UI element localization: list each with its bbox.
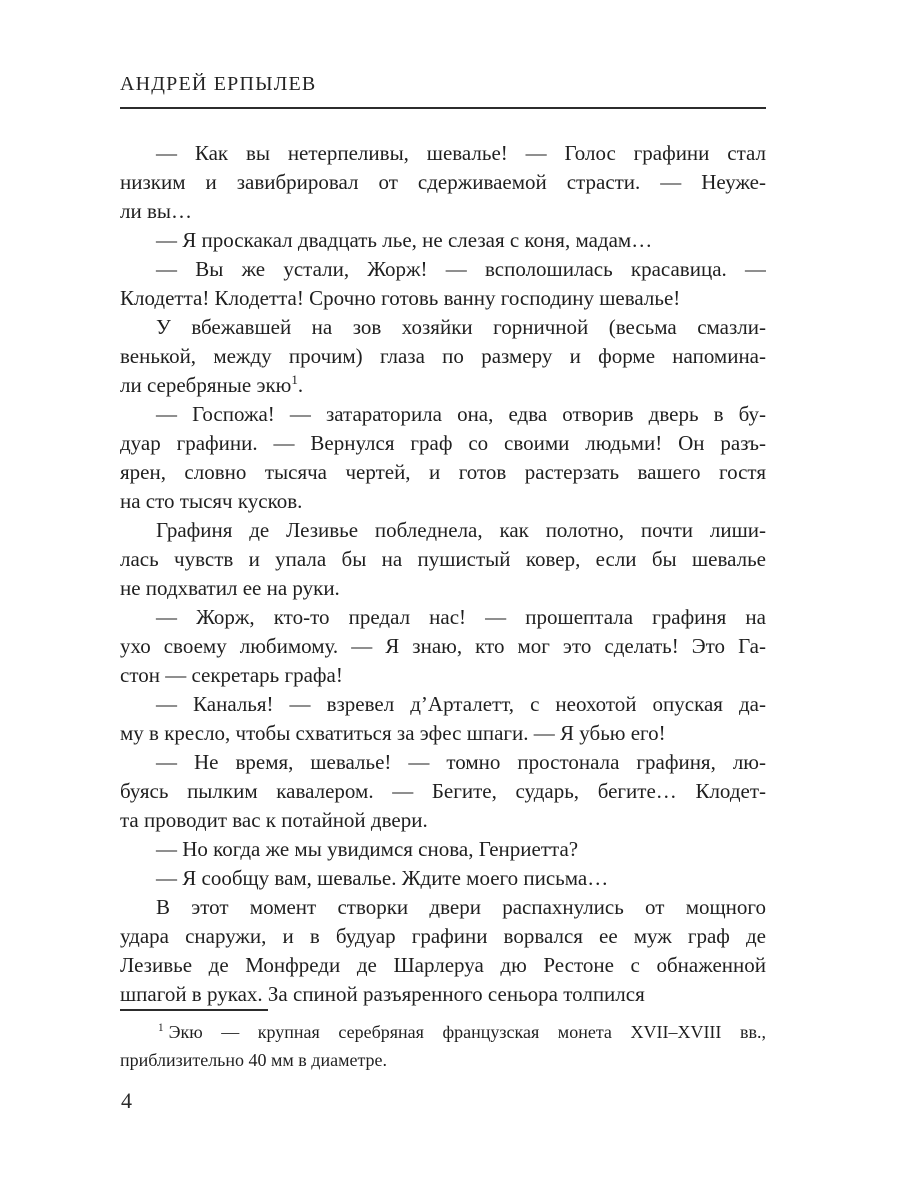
text-line: — Каналья! — взревел д’Арталетт, с неохотой опуская да-: [156, 692, 766, 716]
footnote-ref: 1: [291, 372, 298, 387]
footnote-separator: [120, 1009, 268, 1011]
text-line: ярен, словно тысяча чертей, и готов растерзать вашего гостя: [120, 460, 766, 484]
text-line: ухо своему любимому. — Я знаю, кто мог это сделать! Это Га-: [120, 634, 766, 658]
footnote-line: приблизительно 40 мм в диаметре.: [120, 1050, 388, 1070]
paragraph: [120, 139, 766, 226]
paragraph: [120, 255, 766, 313]
paragraph: [120, 893, 766, 1009]
paragraph: [120, 864, 766, 893]
text-line: буясь пылким кавалером. — Бегите, сударь, бегите… Клодет-: [120, 779, 766, 803]
text-line: та проводит вас к потайной двери.: [120, 808, 428, 832]
paragraph: [120, 748, 766, 835]
text-line: У вбежавшей на зов хозяйки горничной (весьма смазли-: [156, 315, 766, 339]
paragraph: [120, 400, 766, 516]
text-line: — Вы же устали, Жорж! — всполошилась красавица. —: [156, 257, 766, 281]
text-line: стон — секретарь графа!: [120, 663, 343, 687]
text-line: удара снаружи, и в будуар графини ворвался ее муж граф де: [120, 924, 766, 948]
text-line: — Как вы нетерпеливы, шевалье! — Голос графини стал: [156, 141, 766, 165]
header-rule: [120, 107, 766, 109]
text-line: — Но когда же мы увидимся снова, Генриетта?: [156, 837, 579, 861]
text-line: — Госпожа! — затараторила она, едва отворив дверь в бу-: [156, 402, 766, 426]
text-line: шпагой в руках. За спиной разъяренного сеньора толпился: [120, 982, 645, 1006]
paragraph: [120, 835, 766, 864]
footnote-marker: 1: [158, 1022, 164, 1034]
text-line: Графиня де Лезивье побледнела, как полотно, почти лиши-: [156, 518, 766, 542]
text-line: ли вы…: [120, 199, 192, 223]
text-line: не подхватил ее на руки.: [120, 576, 340, 600]
text-line: ли серебряные экю$^1$.: [120, 372, 304, 397]
text-line: — Не время, шевалье! — томно простонала графиня, лю-: [156, 750, 766, 774]
body-text: [120, 139, 766, 1009]
text-line: Клодетта! Клодетта! Срочно готовь ванну господину шевалье!: [120, 286, 681, 310]
footnote-line: [120, 1018, 766, 1046]
text-line: Лезивье де Монфреди де Шарлеруа дю Рестоне с обнаженной: [120, 953, 766, 977]
page-number: 4: [121, 1088, 132, 1113]
paragraph: [120, 226, 766, 255]
text-line: дуар графини. — Вернулся граф со своими людьми! Он разъ-: [120, 431, 766, 455]
text-line: — Я проскакал двадцать лье, не слезая с коня, мадам…: [156, 228, 653, 252]
text-line: — Жорж, кто-то предал нас! — прошептала графиня на: [156, 605, 766, 629]
paragraph: [120, 690, 766, 748]
text-line: низким и завибрировал от сдерживаемой страсти. — Неуже-: [120, 170, 766, 194]
running-head: [120, 72, 766, 109]
text-line: венькой, между прочим) глаза по размеру и форме напомина-: [120, 344, 766, 368]
text-line: лась чувств и упала бы на пушистый ковер, если бы шевалье: [120, 547, 766, 571]
paragraph: [120, 603, 766, 690]
author-name: АНДРЕЙ ЕРПЫЛЕВ: [120, 73, 317, 95]
text-line: му в кресло, чтобы схватиться за эфес шпаги. — Я убью его!: [120, 721, 666, 745]
footnote-text: Экю — крупная серебряная французская монета XVII–XVIII вв.,: [168, 1022, 766, 1042]
text-line: на сто тысяч кусков.: [120, 489, 303, 513]
paragraph: [120, 313, 766, 400]
text-line: В этот момент створки двери распахнулись от мощного: [156, 895, 766, 919]
paragraph: [120, 516, 766, 603]
text-line: — Я сообщу вам, шевалье. Ждите моего письма…: [156, 866, 609, 890]
footnote: [120, 1009, 766, 1074]
